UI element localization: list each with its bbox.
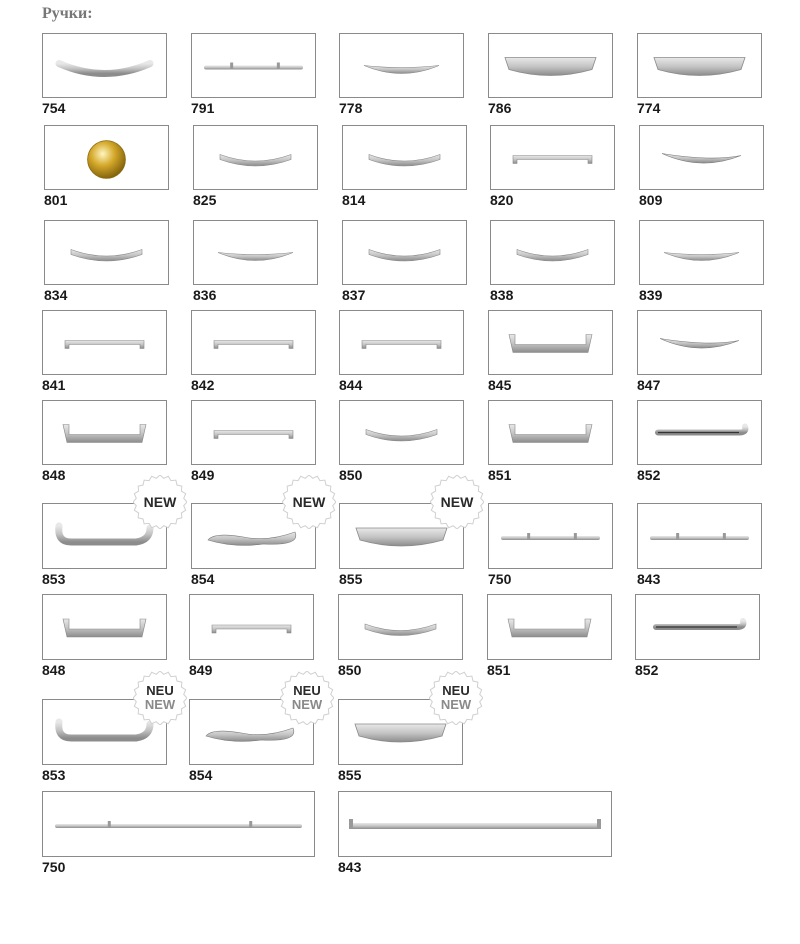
badge-label: NEW bbox=[143, 494, 177, 510]
item-code: 852 bbox=[635, 662, 659, 678]
handle-thumbnail bbox=[339, 400, 464, 465]
item-code: 853 bbox=[42, 767, 66, 783]
handle-thumbnail bbox=[191, 33, 316, 98]
handle-image bbox=[340, 401, 463, 464]
handle-image bbox=[638, 401, 761, 464]
catalog-item bbox=[639, 220, 764, 305]
catalog-item bbox=[487, 594, 612, 680]
handle-thumbnail bbox=[488, 310, 613, 375]
handle-thumbnail bbox=[635, 594, 760, 660]
item-code: 809 bbox=[639, 192, 663, 208]
catalog-item bbox=[342, 125, 467, 210]
item-code: 851 bbox=[487, 662, 511, 678]
handle-thumbnail bbox=[487, 594, 612, 660]
handle-thumbnail bbox=[637, 33, 762, 98]
handle-thumbnail bbox=[639, 220, 764, 285]
item-code: 843 bbox=[637, 571, 661, 587]
catalog-item bbox=[191, 494, 326, 589]
handle-image bbox=[192, 401, 315, 464]
catalog-item bbox=[191, 400, 316, 485]
handle-thumbnail bbox=[339, 33, 464, 98]
handle-thumbnail bbox=[189, 594, 314, 660]
new-badge bbox=[133, 475, 187, 529]
catalog-item bbox=[637, 33, 762, 118]
handle-image bbox=[343, 221, 466, 284]
handle-image bbox=[638, 504, 761, 568]
item-code: 837 bbox=[342, 287, 366, 303]
catalog-item bbox=[42, 400, 167, 485]
badge-label: NEU bbox=[293, 683, 321, 698]
catalog-item bbox=[42, 683, 176, 785]
catalog-item bbox=[339, 494, 474, 589]
handle-image bbox=[45, 126, 168, 189]
item-code: 843 bbox=[338, 859, 362, 875]
handle-thumbnail bbox=[490, 125, 615, 190]
item-code: 848 bbox=[42, 662, 66, 678]
catalog-item bbox=[488, 310, 613, 395]
handle-image bbox=[192, 34, 315, 97]
item-code: 844 bbox=[339, 377, 363, 393]
catalog-item bbox=[338, 791, 612, 877]
catalog-item bbox=[635, 594, 760, 680]
handle-thumbnail bbox=[637, 400, 762, 465]
badge-label: NEW bbox=[292, 494, 326, 510]
handle-thumbnail bbox=[338, 594, 463, 660]
catalog-item bbox=[42, 310, 167, 395]
catalog-item bbox=[44, 125, 169, 210]
item-code: 849 bbox=[189, 662, 213, 678]
item-code: 750 bbox=[42, 859, 66, 875]
item-code: 786 bbox=[488, 100, 512, 116]
catalog-item bbox=[193, 220, 318, 305]
item-code: 836 bbox=[193, 287, 217, 303]
catalog-item bbox=[490, 220, 615, 305]
handle-image bbox=[194, 126, 317, 189]
item-code: 791 bbox=[191, 100, 215, 116]
handle-thumbnail bbox=[44, 220, 169, 285]
catalog-item bbox=[488, 400, 613, 485]
item-code: 801 bbox=[44, 192, 68, 208]
item-code: 842 bbox=[191, 377, 215, 393]
handle-thumbnail bbox=[339, 310, 464, 375]
catalog-item bbox=[191, 310, 316, 395]
catalog-item bbox=[488, 503, 613, 589]
item-code: 774 bbox=[637, 100, 661, 116]
item-code: 853 bbox=[42, 571, 66, 587]
handle-thumbnail bbox=[488, 503, 613, 569]
handle-thumbnail bbox=[637, 503, 762, 569]
handle-image bbox=[491, 221, 614, 284]
catalog-item bbox=[339, 33, 464, 118]
badge-label: NEW bbox=[440, 494, 474, 510]
item-code: 841 bbox=[42, 377, 66, 393]
item-code: 855 bbox=[338, 767, 362, 783]
badge-label: NEU bbox=[442, 683, 470, 698]
handle-image bbox=[43, 34, 166, 97]
catalog-item bbox=[189, 683, 323, 785]
item-code: 825 bbox=[193, 192, 217, 208]
handle-thumbnail bbox=[488, 33, 613, 98]
badge-label: NEU bbox=[146, 683, 174, 698]
handle-thumbnail bbox=[42, 33, 167, 98]
catalog-item bbox=[338, 594, 463, 680]
catalog-item bbox=[637, 503, 762, 589]
item-code: 852 bbox=[637, 467, 661, 483]
handle-thumbnail bbox=[191, 400, 316, 465]
item-code: 778 bbox=[339, 100, 363, 116]
catalog-item bbox=[44, 220, 169, 305]
item-code: 838 bbox=[490, 287, 514, 303]
badge-label: NEW bbox=[291, 697, 323, 712]
catalog-item bbox=[193, 125, 318, 210]
handle-thumbnail bbox=[342, 220, 467, 285]
handle-image bbox=[194, 221, 317, 284]
handle-thumbnail bbox=[42, 310, 167, 375]
handle-image bbox=[636, 595, 759, 659]
catalog-item bbox=[339, 400, 464, 485]
catalog-item bbox=[338, 683, 472, 785]
catalog-item bbox=[191, 33, 316, 118]
handle-image bbox=[488, 595, 611, 659]
handle-image bbox=[489, 311, 612, 374]
handle-image bbox=[340, 311, 463, 374]
handle-image bbox=[638, 311, 761, 374]
handle-image bbox=[339, 792, 611, 856]
handle-thumbnail bbox=[488, 400, 613, 465]
badge-label: NEW bbox=[440, 697, 472, 712]
handle-image bbox=[43, 311, 166, 374]
handle-image bbox=[43, 792, 314, 856]
handle-thumbnail bbox=[42, 594, 167, 660]
item-code: 839 bbox=[639, 287, 663, 303]
item-code: 820 bbox=[490, 192, 514, 208]
catalog-item bbox=[637, 400, 762, 485]
new-badge bbox=[133, 671, 187, 725]
handle-image bbox=[43, 595, 166, 659]
catalog-item bbox=[637, 310, 762, 395]
handle-thumbnail bbox=[193, 125, 318, 190]
item-code: 854 bbox=[189, 767, 213, 783]
handle-thumbnail bbox=[490, 220, 615, 285]
item-code: 834 bbox=[44, 287, 68, 303]
item-code: 814 bbox=[342, 192, 366, 208]
item-code: 847 bbox=[637, 377, 661, 393]
item-code: 848 bbox=[42, 467, 66, 483]
new-badge bbox=[430, 475, 484, 529]
handle-image bbox=[638, 34, 761, 97]
handle-image bbox=[640, 126, 763, 189]
handle-image bbox=[640, 221, 763, 284]
handle-thumbnail bbox=[639, 125, 764, 190]
handle-image bbox=[339, 595, 462, 659]
catalog-item bbox=[42, 594, 167, 680]
new-badge bbox=[429, 671, 483, 725]
catalog-item bbox=[639, 125, 764, 210]
handle-image bbox=[45, 221, 168, 284]
handle-image bbox=[489, 401, 612, 464]
catalog-item bbox=[42, 33, 167, 118]
new-badge bbox=[282, 475, 336, 529]
handle-image bbox=[343, 126, 466, 189]
item-code: 850 bbox=[338, 662, 362, 678]
handle-image bbox=[340, 34, 463, 97]
item-code: 851 bbox=[488, 467, 512, 483]
catalog-item bbox=[339, 310, 464, 395]
catalog-item bbox=[189, 594, 314, 680]
item-code: 849 bbox=[191, 467, 215, 483]
handle-image bbox=[190, 595, 313, 659]
handle-thumbnail bbox=[191, 310, 316, 375]
handle-image bbox=[489, 34, 612, 97]
handle-thumbnail bbox=[44, 125, 169, 190]
catalog-item bbox=[490, 125, 615, 210]
item-code: 854 bbox=[191, 571, 215, 587]
item-code: 845 bbox=[488, 377, 512, 393]
catalog-item bbox=[488, 33, 613, 118]
handle-thumbnail bbox=[338, 791, 612, 857]
handle-image bbox=[491, 126, 614, 189]
handle-thumbnail bbox=[42, 791, 315, 857]
item-code: 754 bbox=[42, 100, 66, 116]
item-code: 850 bbox=[339, 467, 363, 483]
item-code: 750 bbox=[488, 571, 512, 587]
badge-label: NEW bbox=[144, 697, 176, 712]
handle-image bbox=[192, 311, 315, 374]
catalog-item bbox=[42, 494, 177, 589]
catalog-item bbox=[42, 791, 315, 877]
handle-thumbnail bbox=[42, 400, 167, 465]
handle-thumbnail bbox=[637, 310, 762, 375]
item-code: 855 bbox=[339, 571, 363, 587]
handle-image bbox=[43, 401, 166, 464]
handle-image bbox=[489, 504, 612, 568]
catalog-item bbox=[342, 220, 467, 305]
page-title: Ручки: bbox=[42, 5, 93, 22]
new-badge bbox=[280, 671, 334, 725]
handle-thumbnail bbox=[342, 125, 467, 190]
handle-thumbnail bbox=[193, 220, 318, 285]
